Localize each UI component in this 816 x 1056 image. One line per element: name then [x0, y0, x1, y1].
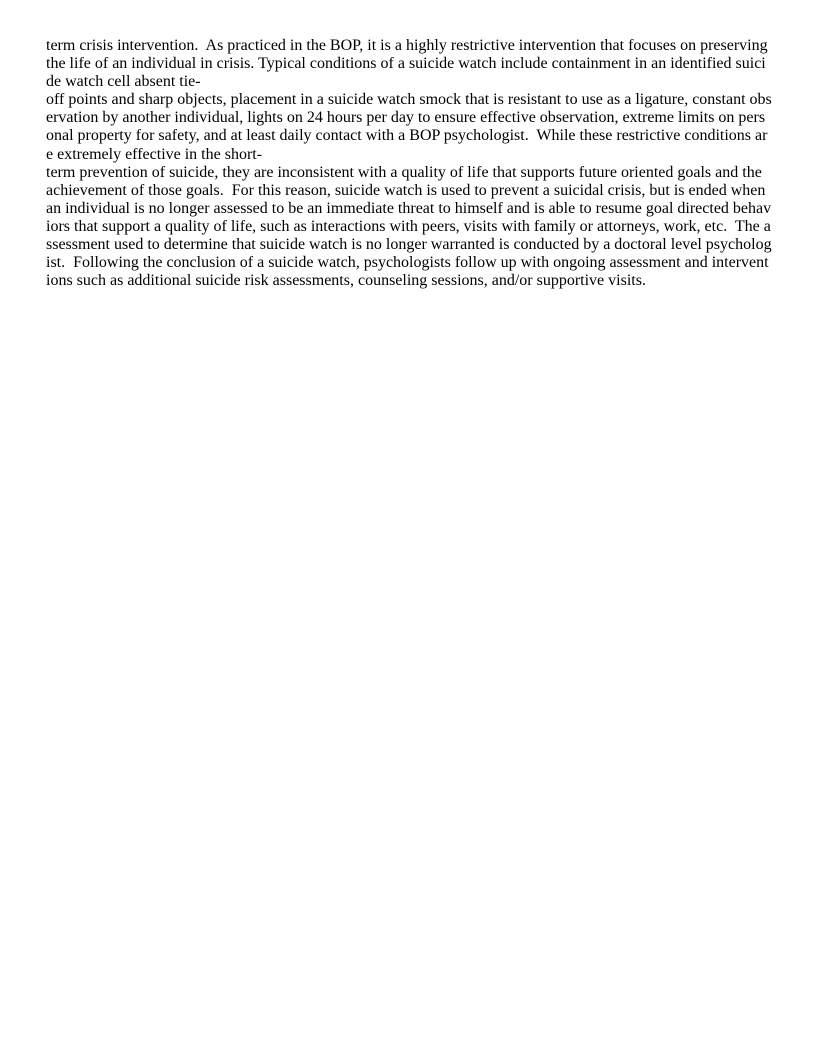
text-line: ions such as additional suicide risk assessments, counseling sessions, and/or supportive visits.: [46, 272, 646, 290]
text-line: term prevention of suicide, they are inconsistent with a quality of life that supports future oriented goals and the: [46, 163, 762, 181]
text-line: ist. Following the conclusion of a suicide watch, psychologists follow up with ongoing assessment and intervent: [46, 254, 769, 272]
text-line: e extremely effective in the short-: [46, 145, 263, 163]
text-line: an individual is no longer assessed to be an immediate threat to himself and is able to resume goal directed behav: [46, 199, 772, 217]
text-line: ervation by another individual, lights on 24 hours per day to ensure effective observation, extreme limits on pers: [46, 109, 766, 127]
text-line: onal property for safety, and at least daily contact with a BOP psychologist. While these restrictive conditions ar: [46, 127, 768, 145]
text-line: iors that support a quality of life, such as interactions with peers, visits with family or attorneys, work, etc. The a: [46, 217, 771, 235]
body-paragraph: [46, 37, 786, 290]
text-line: off points and sharp objects, placement in a suicide watch smock that is resistant to use as a ligature, constant obs: [46, 91, 772, 109]
text-line: term crisis intervention. As practiced in the BOP, it is a highly restrictive intervention that focuses on preserving: [46, 37, 768, 54]
text-line: de watch cell absent tie-: [46, 73, 201, 91]
text-line: achievement of those goals. For this reason, suicide watch is used to prevent a suicidal crisis, but is ended when: [46, 181, 766, 199]
text-line: the life of an individual in crisis. Typical conditions of a suicide watch include containment in an identified suici: [46, 55, 766, 73]
document-page: [46, 37, 786, 290]
text-line: ssessment used to determine that suicide watch is no longer warranted is conducted by a doctoral level psycholog: [46, 236, 772, 254]
